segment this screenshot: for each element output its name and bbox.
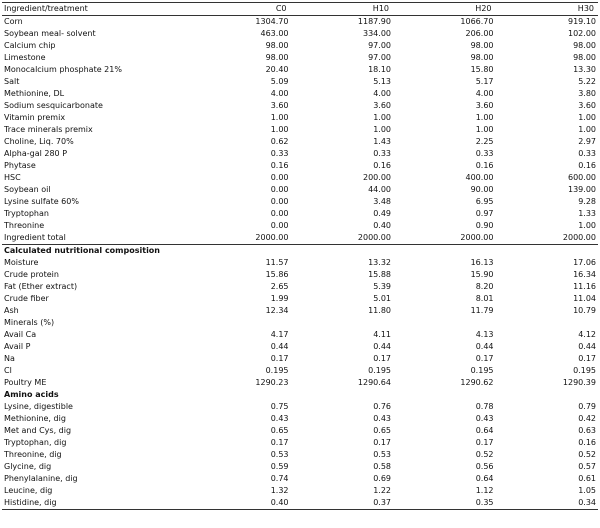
table-row — [2, 64, 598, 76]
table-row — [2, 485, 598, 497]
cell-value: 1.00 — [475, 113, 494, 122]
cell-value: 0.53 — [373, 450, 391, 459]
cell-value: 13.32 — [368, 258, 391, 267]
cell-value: 2000.00 — [188, 232, 291, 245]
cell-value: 0.75 — [270, 402, 289, 411]
table-row — [2, 401, 598, 413]
cell-value: 0.79 — [578, 402, 596, 411]
cell-value: 0.42 — [578, 414, 596, 423]
cell-value: 3.60 — [270, 101, 289, 110]
cell-value: 0.17 — [373, 354, 391, 363]
cell-value: 0.195 — [265, 366, 289, 375]
table-row — [2, 112, 598, 124]
cell-value: 0.78 — [475, 402, 494, 411]
cell-value: 1.43 — [373, 137, 391, 146]
table-row — [2, 281, 598, 293]
cell-value: 4.12 — [578, 330, 596, 339]
table-row — [2, 160, 598, 172]
row-label: HSC — [4, 173, 21, 182]
row-label: Sodium sesquicarbonate — [4, 101, 103, 110]
cell-value: 102.00 — [568, 29, 596, 38]
section-amino-heading-label: Amino acids — [4, 390, 59, 399]
cell-value: 0.44 — [578, 342, 596, 351]
table-row — [2, 208, 598, 220]
cell-value: 20.40 — [265, 65, 289, 74]
cell-value: 0.59 — [270, 462, 289, 471]
row-label: Threonine, dig — [4, 450, 62, 459]
cell-value: 0.195 — [470, 366, 494, 375]
cell-value: 919.10 — [568, 17, 596, 26]
cell-value: 98.00 — [265, 53, 289, 62]
cell-value: 44.00 — [368, 185, 391, 194]
cell-value: 0.17 — [270, 438, 289, 447]
cell-value: 0.00 — [270, 185, 289, 194]
cell-value: 11.16 — [573, 282, 596, 291]
table-row — [2, 413, 598, 425]
row-label: Poultry ME — [4, 378, 47, 387]
cell-value: 1.22 — [373, 486, 391, 495]
cell-value: 8.20 — [475, 282, 494, 291]
header-ingredient: Ingredient/treatment — [2, 3, 188, 16]
cell-value: 0.00 — [270, 221, 289, 230]
cell-value: 5.17 — [475, 77, 494, 86]
cell-value: 0.43 — [270, 414, 289, 423]
row-label: Avail P — [4, 342, 31, 351]
table-row — [2, 220, 598, 232]
section-minerals-heading — [2, 317, 598, 329]
table-row — [2, 124, 598, 136]
row-label: Met and Cys, dig — [4, 426, 72, 435]
row-label: Crude protein — [4, 270, 59, 279]
row-label: Tryptophan, dig — [4, 438, 67, 447]
cell-value: 1066.70 — [460, 17, 494, 26]
cell-value: 0.17 — [475, 438, 494, 447]
row-label: Glycine, dig — [4, 462, 52, 471]
table-row — [2, 148, 598, 160]
table-row — [2, 52, 598, 64]
cell-value: 0.40 — [188, 497, 291, 510]
cell-value: 5.39 — [373, 282, 391, 291]
cell-value: 0.37 — [291, 497, 394, 510]
table-row — [2, 437, 598, 449]
cell-value: 97.00 — [368, 53, 391, 62]
header-h20: H20 — [393, 3, 496, 16]
table-row — [2, 353, 598, 365]
table-row — [2, 293, 598, 305]
table-row — [2, 172, 598, 184]
cell-value: 0.44 — [475, 342, 494, 351]
cell-value: 3.60 — [578, 101, 596, 110]
row-label: Soybean oil — [4, 185, 51, 194]
cell-value: 2.97 — [578, 137, 596, 146]
row-label: Tryptophan — [4, 209, 49, 218]
cell-value: 1.00 — [270, 113, 289, 122]
cell-value: 0.44 — [270, 342, 289, 351]
cell-value: 2.25 — [475, 137, 494, 146]
cell-value: 11.79 — [470, 306, 494, 315]
cell-value: 0.35 — [393, 497, 496, 510]
row-label: Ash — [4, 306, 19, 315]
cell-value: 0.76 — [373, 402, 391, 411]
cell-value: 1290.62 — [460, 378, 494, 387]
cell-value: 0.64 — [475, 426, 494, 435]
cell-value: 15.86 — [265, 270, 289, 279]
cell-value: 0.49 — [373, 209, 391, 218]
table-row — [2, 136, 598, 148]
cell-value: 0.56 — [475, 462, 494, 471]
table-row — [2, 40, 598, 52]
cell-value: 600.00 — [568, 173, 596, 182]
cell-value: 0.52 — [475, 450, 494, 459]
table-row — [2, 16, 598, 29]
cell-value: 98.00 — [573, 53, 596, 62]
cell-value: 0.195 — [573, 366, 596, 375]
cell-value: 4.00 — [270, 89, 289, 98]
cell-value: 12.34 — [265, 306, 289, 315]
section-minerals-heading-label: Minerals (%) — [4, 318, 55, 327]
cell-value: 6.95 — [475, 197, 494, 206]
row-label: Na — [4, 354, 15, 363]
row-label: Methionine, dig — [4, 414, 66, 423]
cell-value: 1290.39 — [562, 378, 596, 387]
table-row — [2, 305, 598, 317]
cell-value: 15.80 — [470, 65, 494, 74]
table-row — [2, 341, 598, 353]
cell-value: 3.80 — [578, 89, 596, 98]
row-label: Limestone — [4, 53, 46, 62]
row-label: Corn — [4, 17, 23, 26]
cell-value: 3.48 — [373, 197, 391, 206]
cell-value: 0.69 — [373, 474, 391, 483]
cell-value: 0.53 — [270, 450, 289, 459]
table-row — [2, 28, 598, 40]
header-c0: C0 — [188, 3, 291, 16]
cell-value: 3.60 — [475, 101, 494, 110]
table-body — [2, 16, 598, 510]
cell-value: 1304.70 — [255, 17, 289, 26]
row-label: Crude fiber — [4, 294, 49, 303]
table-row — [2, 365, 598, 377]
table-row — [2, 88, 598, 100]
cell-value: 0.44 — [373, 342, 391, 351]
cell-value: 0.43 — [373, 414, 391, 423]
cell-value: 139.00 — [568, 185, 596, 194]
row-label: Soybean meal- solvent — [4, 29, 96, 38]
cell-value: 0.90 — [475, 221, 494, 230]
cell-value: 463.00 — [260, 29, 289, 38]
cell-value: 0.16 — [373, 161, 391, 170]
section-nutrition-heading — [2, 245, 598, 258]
table-row — [2, 377, 598, 389]
cell-value: 0.61 — [578, 474, 596, 483]
cell-value: 98.00 — [265, 41, 289, 50]
row-label: Phenylalanine, dig — [4, 474, 78, 483]
row-label: Threonine — [4, 221, 45, 230]
table-row — [2, 184, 598, 196]
header-row — [2, 3, 598, 16]
cell-value: 200.00 — [363, 173, 391, 182]
row-label: Calcium chip — [4, 41, 56, 50]
cell-value: 5.09 — [270, 77, 289, 86]
cell-value: 1.00 — [373, 113, 391, 122]
cell-value: 0.74 — [270, 474, 289, 483]
cell-value: 0.195 — [368, 366, 391, 375]
diet-composition-table — [2, 2, 598, 510]
row-label: Lysine, digestible — [4, 402, 73, 411]
cell-value: 0.43 — [475, 414, 494, 423]
row-label: Cl — [4, 366, 12, 375]
cell-value: 90.00 — [470, 185, 494, 194]
cell-value: 4.00 — [373, 89, 391, 98]
row-label: Salt — [4, 77, 20, 86]
cell-value: 0.16 — [578, 438, 596, 447]
row-label: Choline, Liq. 70% — [4, 137, 74, 146]
section-nutrition-heading-label: Calculated nutritional composition — [4, 246, 160, 255]
cell-value: 0.63 — [578, 426, 596, 435]
cell-value: 1.05 — [578, 486, 596, 495]
cell-value: 97.00 — [368, 41, 391, 50]
table-row — [2, 449, 598, 461]
cell-value: 0.33 — [578, 149, 596, 158]
table-row — [2, 100, 598, 112]
cell-value: 0.16 — [578, 161, 596, 170]
row-label: Methionine, DL — [4, 89, 65, 98]
cell-value: 4.00 — [475, 89, 494, 98]
cell-value: 2000.00 — [393, 232, 496, 245]
table-row — [2, 232, 598, 245]
table-row — [2, 269, 598, 281]
cell-value: 0.17 — [373, 438, 391, 447]
cell-value: 2000.00 — [496, 232, 599, 245]
cell-value: 0.65 — [270, 426, 289, 435]
cell-value: 0.52 — [578, 450, 596, 459]
row-label: Trace minerals premix — [4, 125, 93, 134]
cell-value: 1.00 — [475, 125, 494, 134]
cell-value: 0.00 — [270, 209, 289, 218]
cell-value: 0.17 — [270, 354, 289, 363]
cell-value: 1187.90 — [357, 17, 391, 26]
cell-value: 0.33 — [270, 149, 289, 158]
cell-value: 1.00 — [578, 125, 596, 134]
row-label: Lysine sulfate 60% — [4, 197, 79, 206]
cell-value: 0.64 — [475, 474, 494, 483]
cell-value: 10.79 — [573, 306, 596, 315]
section-amino-heading — [2, 389, 598, 401]
cell-value: 9.28 — [578, 197, 596, 206]
table-row — [2, 497, 598, 510]
cell-value: 0.33 — [373, 149, 391, 158]
cell-value: 1290.23 — [255, 378, 289, 387]
header-h10: H10 — [291, 3, 394, 16]
cell-value: 4.13 — [475, 330, 494, 339]
cell-value: 0.34 — [496, 497, 599, 510]
row-label: Leucine, dig — [4, 486, 53, 495]
cell-value: 11.04 — [573, 294, 596, 303]
cell-value: 5.13 — [373, 77, 391, 86]
cell-value: 0.00 — [270, 173, 289, 182]
cell-value: 5.01 — [373, 294, 391, 303]
cell-value: 18.10 — [368, 65, 391, 74]
cell-value: 0.40 — [373, 221, 391, 230]
cell-value: 0.16 — [270, 161, 289, 170]
cell-value: 1.33 — [578, 209, 596, 218]
cell-value: 1.99 — [270, 294, 289, 303]
row-label: Fat (Ether extract) — [4, 282, 78, 291]
row-label: Histidine, dig — [2, 497, 188, 510]
cell-value: 11.80 — [368, 306, 391, 315]
row-label: Monocalcium phosphate 21% — [4, 65, 122, 74]
cell-value: 17.06 — [573, 258, 596, 267]
cell-value: 16.13 — [470, 258, 494, 267]
cell-value: 4.11 — [373, 330, 391, 339]
cell-value: 0.16 — [475, 161, 494, 170]
row-label: Vitamin premix — [4, 113, 66, 122]
row-label: Alpha-gal 280 P — [4, 149, 68, 158]
cell-value: 13.30 — [573, 65, 596, 74]
header-h30: H30 — [496, 3, 599, 16]
cell-value: 15.90 — [470, 270, 494, 279]
table-row — [2, 473, 598, 485]
cell-value: 206.00 — [465, 29, 494, 38]
row-label: Ingredient total — [2, 232, 188, 245]
cell-value: 0.57 — [578, 462, 596, 471]
cell-value: 3.60 — [373, 101, 391, 110]
cell-value: 400.00 — [465, 173, 494, 182]
cell-value: 0.62 — [270, 137, 289, 146]
cell-value: 0.58 — [373, 462, 391, 471]
cell-value: 1.32 — [270, 486, 289, 495]
table-row — [2, 425, 598, 437]
cell-value: 11.57 — [265, 258, 289, 267]
cell-value: 1.00 — [373, 125, 391, 134]
cell-value: 334.00 — [363, 29, 391, 38]
cell-value: 1.00 — [270, 125, 289, 134]
table-row — [2, 461, 598, 473]
cell-value: 5.22 — [578, 77, 596, 86]
cell-value: 1.12 — [475, 486, 494, 495]
table-row — [2, 257, 598, 269]
cell-value: 0.17 — [578, 354, 596, 363]
cell-value: 0.17 — [475, 354, 494, 363]
cell-value: 0.33 — [475, 149, 494, 158]
cell-value: 98.00 — [470, 53, 494, 62]
cell-value: 2.65 — [270, 282, 289, 291]
table-row — [2, 329, 598, 341]
row-label: Avail Ca — [4, 330, 37, 339]
cell-value: 8.01 — [475, 294, 494, 303]
cell-value: 0.00 — [270, 197, 289, 206]
cell-value: 0.65 — [373, 426, 391, 435]
table-row — [2, 196, 598, 208]
cell-value: 98.00 — [573, 41, 596, 50]
document-page — [0, 2, 600, 528]
cell-value: 16.34 — [573, 270, 596, 279]
cell-value: 1.00 — [578, 221, 596, 230]
cell-value: 1.00 — [578, 113, 596, 122]
cell-value: 0.97 — [475, 209, 494, 218]
cell-value: 2000.00 — [291, 232, 394, 245]
cell-value: 15.88 — [368, 270, 391, 279]
table-row — [2, 76, 598, 88]
cell-value: 1290.64 — [357, 378, 391, 387]
row-label: Phytase — [4, 161, 36, 170]
cell-value: 4.17 — [270, 330, 289, 339]
cell-value: 98.00 — [470, 41, 494, 50]
row-label: Moisture — [4, 258, 39, 267]
